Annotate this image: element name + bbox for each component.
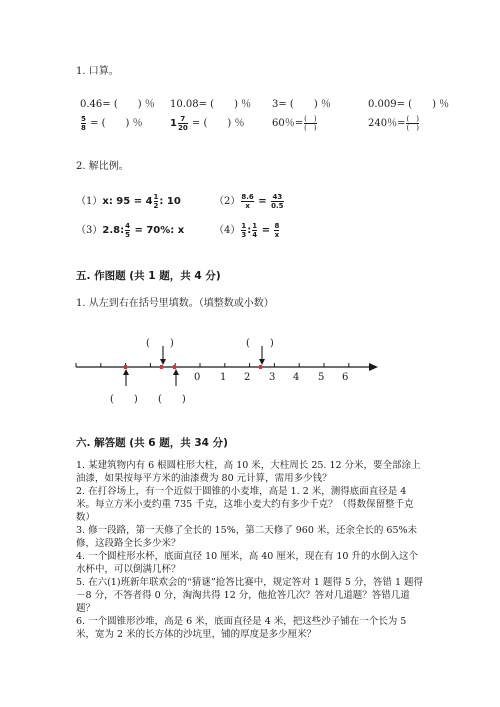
- proportion-problem-4: （4） $\frac{1}{3}$ : $\frac{1}{4}$ = $\frac{8}{x}$: [214, 221, 280, 239]
- section1-title: 1. 口算。: [76, 66, 119, 77]
- section6-heading: 六. 解答题 (共 6 题，共 34 分): [76, 437, 228, 449]
- up-arrow-2: [173, 369, 179, 386]
- proportion-problem-3: （3）2.8: $\frac{4}{5}$ = 70%: x: [76, 221, 185, 239]
- answer-bracket-bottom: ( ): [110, 394, 138, 405]
- answer-bracket-top: ( ): [146, 338, 174, 349]
- oral-item-fraction: 1 $\frac{7}{20}$ = ( ) ％: [170, 115, 245, 132]
- problem-1: 1. 某建筑物内有 6 根圆柱形大柱，高 10 米，大柱周长 25. 12 分米，要全部涂上油漆，如果按每平方米的油漆费为 80 元计算，需用多少钱？: [76, 460, 421, 484]
- problem-5: 5. 在六(1)班新年联欢会的“猜谜”抢答比赛中，规定答对 1 题得 5 分，答错 1 题得－8 分，不答者得 0 分，淘淘共得 12 分，他抢答几次？答对几道题？答错几道题？: [76, 577, 424, 614]
- problem-4: 4. 一个圆柱形水杯，底面直径 10 厘米，高 40 厘米，现在有 10 升的水倒入这个水杯中，可以倒满几杯？: [76, 551, 418, 575]
- number-line-arrowhead: [369, 363, 378, 371]
- tick-label: 3: [269, 372, 276, 383]
- tick-label: 0: [194, 372, 201, 383]
- tick-label: 2: [244, 372, 251, 383]
- oral-item-fraction: 60％= $\frac{( )}{( )}$: [272, 115, 317, 132]
- oral-item: 0.46= ( ) ％: [80, 99, 155, 110]
- answer-bracket-bottom: ( ): [158, 394, 186, 405]
- problem-2: 2. 在打谷场上，有一个近似于圆锥的小麦堆，高是 1. 2 米，测得底面直径是 4 米。每立方米小麦约重 735 千克，这堆小麦大约有多少千克？（得数保留整千克数）: [76, 486, 414, 523]
- red-point-mark: [160, 365, 163, 369]
- section5-heading: 五. 作图题 (共 1 题，共 4 分): [76, 270, 221, 282]
- number-line-ticks: [76, 363, 349, 367]
- section2-title: 2. 解比例。: [76, 161, 129, 172]
- tick-label: 6: [342, 372, 349, 383]
- up-arrow-1: [123, 369, 129, 386]
- red-point-mark: [124, 365, 127, 369]
- problem-3: 3. 修一段路，第一天修了全长的 15%，第二天修了 960 米，还余全长的 65%未修，这段路全长多少米？: [76, 525, 418, 549]
- proportion-problem-1: （1）x: 95 = 4 $\frac{1}{2}$ : 10: [76, 192, 181, 210]
- tick-label: 5: [318, 372, 325, 383]
- drawing-question: 1. 从左到右在括号里填数。（填整数或小数）: [76, 298, 274, 309]
- problem-6: 6. 一个圆锥形沙堆，高是 6 米，底面直径是 4 米，把这些沙子铺在一个长为 5 米，宽为 2 米的长方体的沙坑里，铺的厚度是多少厘米？: [76, 616, 407, 640]
- oral-item-fraction: 240％= $\frac{( )}{( )}$: [368, 115, 419, 132]
- red-point-mark: [259, 365, 262, 369]
- tick-label: 4: [293, 372, 300, 383]
- red-point-mark: [173, 365, 176, 369]
- proportion-problem-2: （2） $\frac{8.6}{x}$ = $\frac{43}{0.5}$: [214, 192, 284, 210]
- answer-bracket-top: ( ): [246, 338, 274, 349]
- oral-item: 0.009= ( ) ％: [368, 99, 450, 110]
- tick-label: 1: [220, 372, 227, 383]
- oral-item: 3= ( ) ％: [272, 99, 331, 110]
- oral-item-fraction: $\frac{5}{8}$ = ( ) ％: [81, 115, 143, 132]
- oral-item: 10.08= ( ) ％: [170, 99, 252, 110]
